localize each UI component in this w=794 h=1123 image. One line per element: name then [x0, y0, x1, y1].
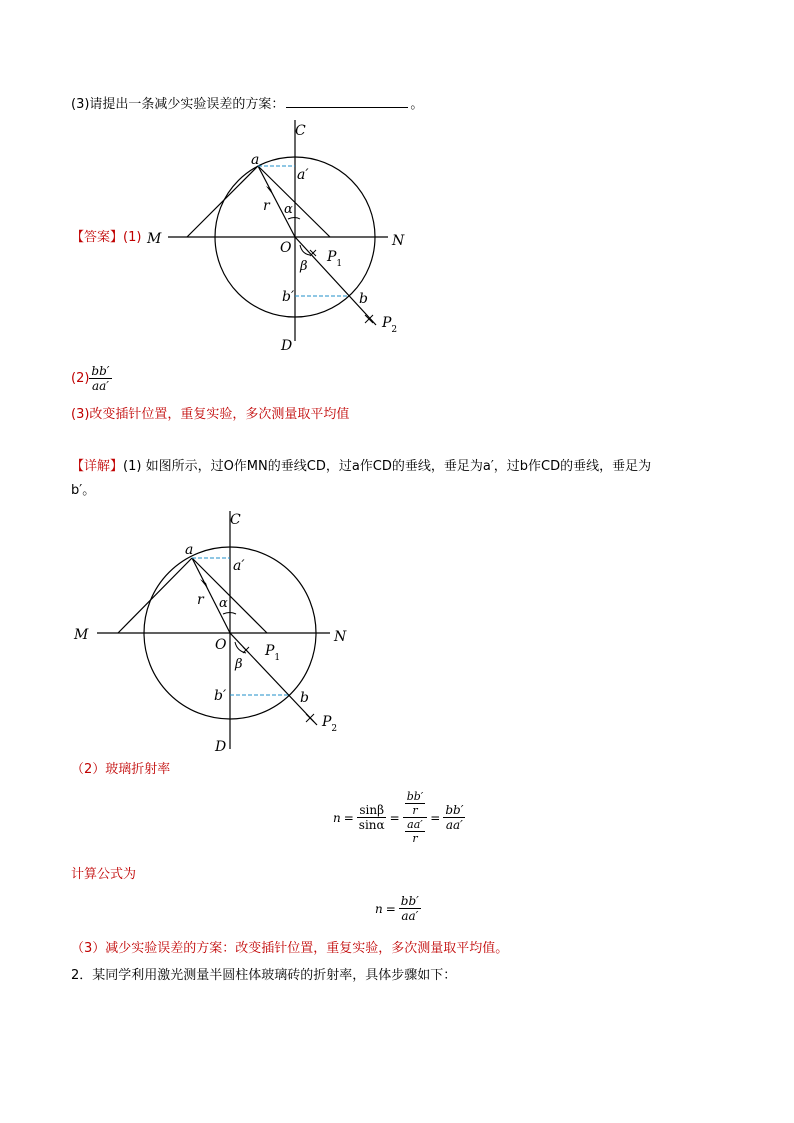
- label-b-prime: b′: [282, 289, 295, 305]
- detail-tag: 【详解】: [71, 459, 124, 474]
- q3-prompt-suffix: 。: [410, 97, 424, 112]
- answer-part2-label: (2): [71, 371, 90, 386]
- answer-blank: [286, 95, 408, 108]
- r-denominator: r: [412, 804, 418, 817]
- r-denominator: r: [412, 832, 418, 845]
- label-O: O: [215, 637, 227, 653]
- label-a: a: [251, 152, 260, 168]
- answer-part1-label: (1): [123, 230, 142, 245]
- label-r: r: [197, 592, 204, 608]
- label-C: C: [230, 512, 241, 528]
- label-alpha: α: [284, 202, 293, 217]
- compound-fraction: [403, 790, 428, 845]
- aa-prime: aa′: [407, 818, 423, 831]
- formula-n: n: [333, 810, 341, 825]
- upper-fraction: [405, 790, 426, 817]
- answer-part2-fraction: [89, 364, 111, 393]
- label-r: r: [263, 198, 270, 214]
- formula-equals: =: [385, 901, 396, 916]
- label-D: D: [281, 338, 293, 354]
- formula-equals: =: [343, 810, 354, 825]
- label-P1: $P_1$: [327, 249, 343, 269]
- detail-line1-text: (1) 如图所示，过O作MN的垂线CD，过a作CD的垂线，垂足为a′，过b作CD的垂线，垂足为: [123, 459, 652, 474]
- aa-prime: aa′: [401, 909, 419, 923]
- compound-numerator: [403, 790, 428, 818]
- refractive-index-formula: [333, 790, 465, 845]
- label-P2: $P_2$: [322, 714, 338, 734]
- bb-prime: bb′: [406, 790, 424, 803]
- label-P1: $P_1$: [265, 643, 281, 663]
- aa-prime: aa′: [445, 818, 463, 832]
- formula-n: n: [375, 901, 383, 916]
- result-fraction: [443, 803, 465, 832]
- answer-part3: (3)改变插针位置，重复实验，多次测量取平均值: [71, 407, 350, 422]
- label-P2: $P_2$: [382, 315, 398, 335]
- label-b: b: [359, 291, 368, 307]
- lower-fraction: [405, 818, 425, 845]
- bb-prime: bb′: [400, 894, 419, 908]
- label-M: M: [147, 231, 162, 247]
- label-beta: β: [235, 657, 243, 672]
- sin-alpha: sinα: [358, 818, 385, 832]
- label-b: b: [300, 690, 309, 706]
- label-alpha: α: [219, 596, 228, 611]
- calc-fraction: [399, 894, 421, 923]
- label-D: D: [215, 739, 227, 754]
- label-a-prime: a′: [297, 167, 309, 183]
- refraction-diagram-detail: [72, 508, 362, 754]
- next-question: 2．某同学利用激光测量半圆柱体玻璃砖的折射率，具体步骤如下：: [71, 968, 457, 983]
- sin-ratio-fraction: [357, 803, 387, 832]
- label-beta: β: [300, 259, 308, 274]
- fraction-numerator: bb′: [91, 364, 110, 378]
- detail-line1: [71, 458, 651, 476]
- answer-part2: [71, 364, 112, 393]
- formula-equals: =: [430, 810, 441, 825]
- detail-line2: b′。: [71, 483, 96, 498]
- q3-prompt: [71, 95, 423, 114]
- q3-prompt-text: (3)请提出一条减少实验误差的方案：: [71, 97, 285, 112]
- compound-denominator: [403, 818, 427, 845]
- label-b-prime: b′: [214, 688, 227, 704]
- label-N: N: [334, 629, 347, 645]
- label-a-prime: a′: [233, 558, 245, 574]
- formula-equals: =: [389, 810, 400, 825]
- sin-beta: sinβ: [359, 803, 385, 817]
- calc-heading: 计算公式为: [71, 867, 137, 882]
- label-N: N: [392, 233, 405, 249]
- refraction-diagram-answer: [140, 118, 420, 356]
- detail-part3: （3）减少实验误差的方案：改变插针位置，重复实验，多次测量取平均值。: [71, 941, 509, 956]
- label-C: C: [295, 123, 306, 139]
- fraction-denominator: aa′: [91, 379, 109, 393]
- calc-formula: [375, 894, 421, 923]
- answer-tag: 【答案】: [71, 230, 124, 245]
- label-O: O: [280, 240, 292, 256]
- label-M: M: [74, 627, 89, 643]
- detail-part2-heading: （2）玻璃折射率: [71, 762, 171, 777]
- label-a: a: [185, 542, 194, 558]
- bb-prime: bb′: [445, 803, 464, 817]
- answer-label: [71, 229, 141, 247]
